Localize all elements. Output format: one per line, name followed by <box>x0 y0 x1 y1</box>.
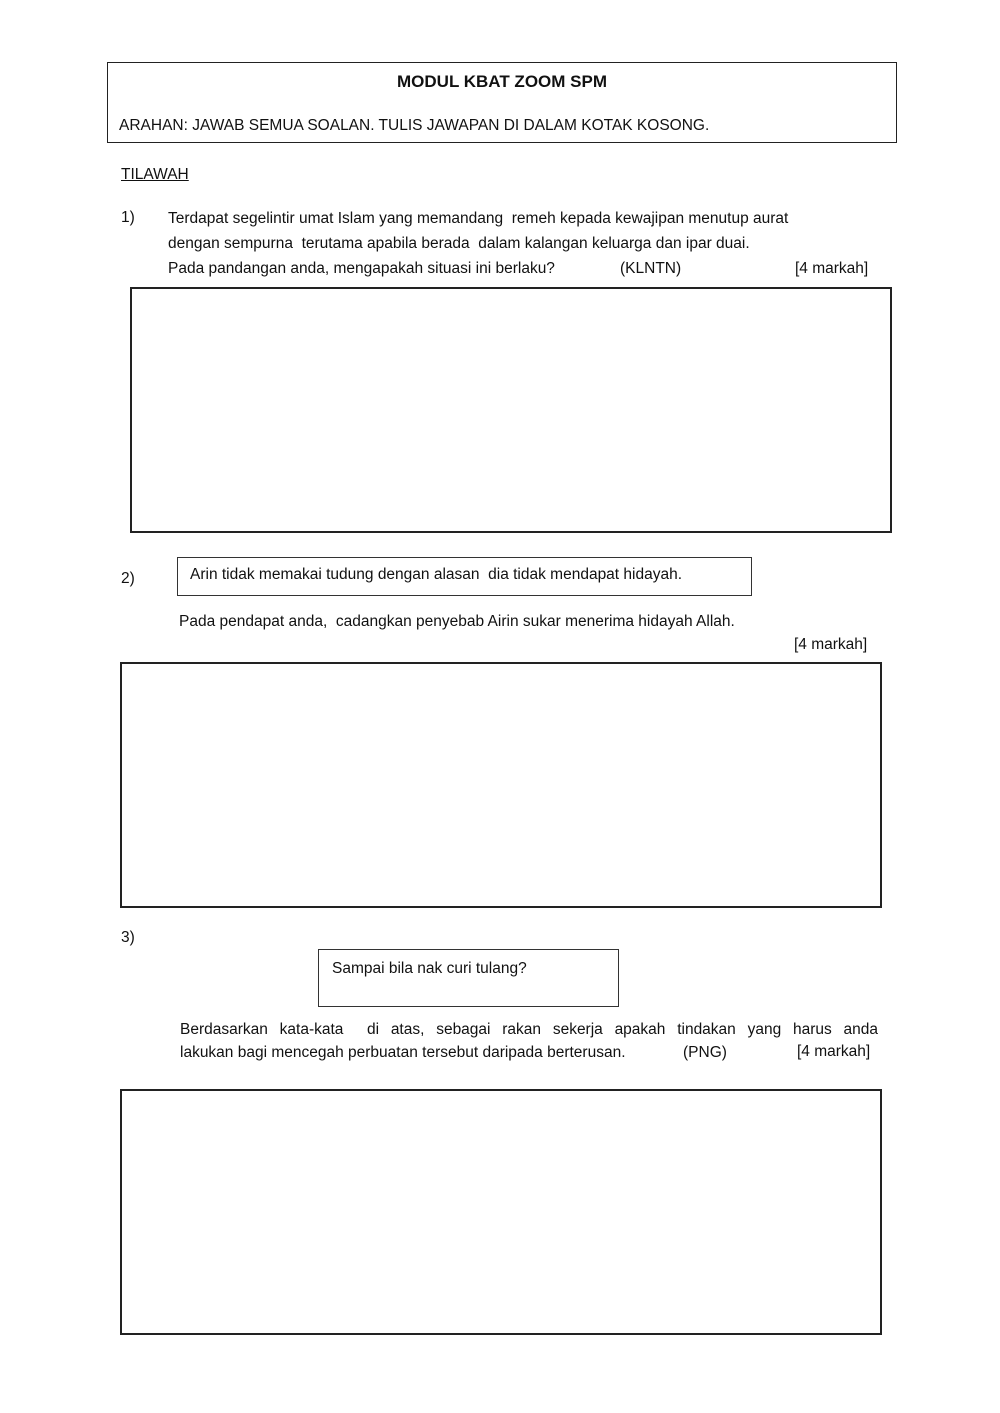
question-3-quote: Sampai bila nak curi tulang? <box>318 949 619 1007</box>
question-3-line-1: Berdasarkan kata-kata di atas, sebagai rakan sekerja apakah tindakan yang harus anda <box>180 1021 878 1038</box>
answer-box-3[interactable] <box>120 1089 882 1335</box>
question-2-quote: Arin tidak memakai tudung dengan alasan dia tidak mendapat hidayah. <box>177 557 752 596</box>
question-3-number: 3) <box>121 929 135 946</box>
question-2-number: 2) <box>121 570 135 587</box>
question-1-source: (KLNTN) <box>620 260 682 277</box>
question-1-number: 1) <box>121 209 135 226</box>
question-1-line-3: Pada pandangan anda, mengapakah situasi ini berlaku? <box>168 260 555 277</box>
question-1-line-2: dengan sempurna terutama apabila berada dalam kalangan keluarga dan ipar duai. <box>168 235 750 252</box>
question-3-marks: [4 markah] <box>797 1043 871 1060</box>
question-2-text: Pada pendapat anda, cadangkan penyebab Airin sukar menerima hidayah Allah. <box>179 613 735 630</box>
answer-box-2[interactable] <box>120 662 882 908</box>
section-title: TILAWAH <box>121 166 189 183</box>
question-2-marks: [4 markah] <box>794 636 868 653</box>
question-1-line-1: Terdapat segelintir umat Islam yang memandang remeh kepada kewajipan menutup aurat <box>168 210 789 227</box>
instruction-text: ARAHAN: JAWAB SEMUA SOALAN. TULIS JAWAPAN DI DALAM KOTAK KOSONG. <box>119 117 710 134</box>
page-title: MODUL KBAT ZOOM SPM <box>397 72 607 91</box>
answer-box-1[interactable] <box>130 287 892 533</box>
question-3-source: (PNG) <box>683 1044 727 1061</box>
question-1-marks: [4 markah] <box>795 260 869 277</box>
question-3-line-2: lakukan bagi mencegah perbuatan tersebut daripada berterusan. <box>180 1044 626 1061</box>
